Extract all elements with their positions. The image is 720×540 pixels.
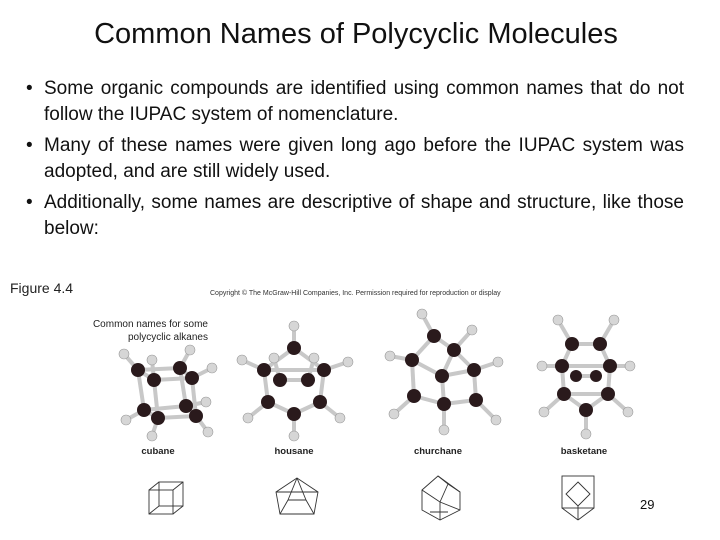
housane-model [230,318,360,444]
churchane-line-drawing [414,472,468,524]
basketane-model [536,300,636,446]
bullet-glyph: • [26,78,33,99]
molecule-name-basketane: basketane [560,446,608,457]
basketane-line-drawing [556,470,602,526]
bullet-item [26,133,684,185]
bullet-list [26,76,684,247]
bullet-glyph: • [26,135,33,156]
bullet-item [26,190,684,242]
bullet-text: Additionally, some names are descriptive of shape and structure, like those below: [44,192,684,239]
molecule-name-churchane: churchane [413,446,463,457]
copyright-notice: Copyright © The McGraw-Hill Companies, Inc. Permission required for reproduction or display [210,290,501,297]
molecule-name-housane: housane [274,446,314,457]
churchane-model [382,300,508,446]
caption-line: polycyclic alkanes [127,332,208,343]
bullet-item [26,76,684,128]
page-number: 29 [640,497,655,512]
housane-line-drawing [270,474,324,524]
bullet-glyph: • [26,192,33,213]
bullet-text: Some organic compounds are identified using common names that do not follow the IUPAC system of nomenclature. [44,78,684,125]
slide-title: Common Names of Polycyclic Molecules [94,18,618,50]
cubane-line-drawing [145,478,189,522]
cubane-model [108,340,228,446]
molecule-name-cubane: cubane [141,446,175,457]
caption-line: Common names for some [92,319,208,330]
figure-label: Figure 4.4 [10,280,74,296]
bullet-text: Many of these names were given long ago before the IUPAC system was adopted, and are still widely used. [44,135,684,182]
